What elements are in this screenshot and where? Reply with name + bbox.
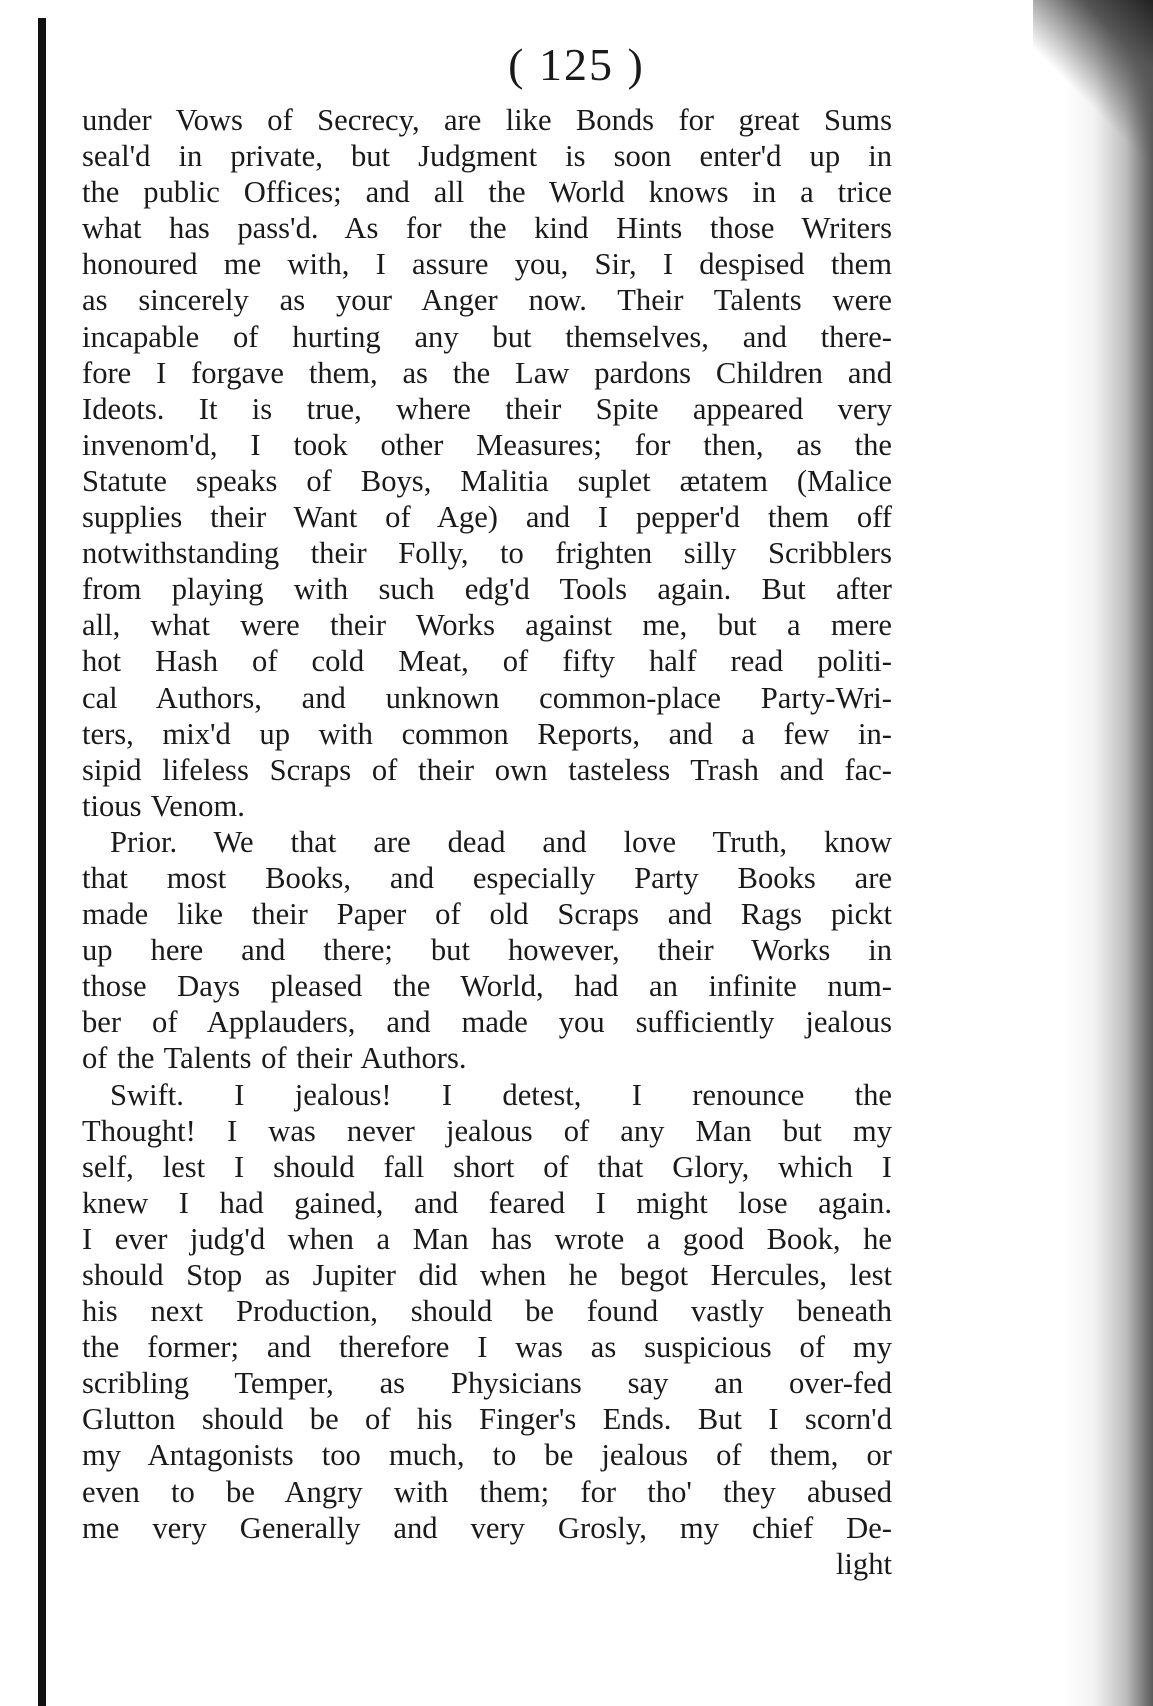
- text-line: I ever judg'd when a Man has wrote a good Book, he: [82, 1221, 892, 1256]
- text-line: honoured me with, I assure you, Sir, I despised them: [82, 247, 892, 282]
- text-line: supplies their Want of Age) and I pepper'd them off: [82, 500, 892, 535]
- binding-shadow: [38, 18, 46, 1706]
- text-line: knew I had gained, and feared I might lose again.: [82, 1185, 892, 1220]
- text-line: scribling Temper, as Physicians say an over-fed: [82, 1366, 892, 1401]
- text-line: the former; and therefore I was as suspicious of my: [82, 1330, 892, 1365]
- text-line: fore I forgave them, as the Law pardons Children and: [82, 355, 892, 390]
- text-line: Glutton should be of his Finger's Ends. But I scorn'd: [82, 1402, 892, 1437]
- text-line: self, lest I should fall short of that Glory, which I: [82, 1149, 892, 1184]
- text-line: all, what were their Works against me, but a mere: [82, 608, 892, 643]
- text-line: cal Authors, and unknown common-place Party-Wri-: [82, 680, 892, 715]
- text-line: invenom'd, I took other Measures; for then, as the: [82, 427, 892, 462]
- text-line: his next Production, should be found vastly beneath: [82, 1294, 892, 1329]
- text-line: Prior. We that are dead and love Truth, know: [110, 824, 892, 859]
- text-line: made like their Paper of old Scraps and Rags pickt: [82, 897, 892, 932]
- text-line: notwithstanding their Folly, to frighten silly Scribblers: [82, 536, 892, 571]
- text-line: incapable of hurting any but themselves, and there-: [82, 319, 892, 354]
- text-line: under Vows of Secrecy, are like Bonds for great Sums: [82, 103, 892, 137]
- text-line: seal'd in private, but Judgment is soon enter'd up in: [82, 139, 892, 174]
- text-line: ber of Applauders, and made you sufficiently jealous: [82, 1005, 892, 1040]
- text-line: those Days pleased the World, had an infinite num-: [82, 969, 892, 1004]
- text-line: sipid lifeless Scraps of their own tasteless Trash and fac-: [82, 752, 892, 787]
- page-body-text: [82, 102, 892, 1582]
- text-line: hot Hash of cold Meat, of fifty half read politi-: [82, 644, 892, 679]
- text-line: that most Books, and especially Party Books are: [82, 860, 892, 895]
- text-line: the public Offices; and all the World knows in a trice: [82, 175, 892, 210]
- text-line: Statute speaks of Boys, Malitia suplet ætatem (Malice: [82, 463, 892, 498]
- text-line: Thought! I was never jealous of any Man but my: [82, 1113, 892, 1148]
- text-line: tious Venom.: [82, 788, 245, 823]
- catchword: light: [835, 1546, 892, 1581]
- page-number: ( 125 ): [508, 39, 645, 90]
- text-line: even to be Angry with them; for tho' they abused: [82, 1474, 892, 1509]
- text-line: as sincerely as your Anger now. Their Talents were: [82, 283, 892, 318]
- text-line: Ideots. It is true, where their Spite appeared very: [82, 391, 892, 426]
- text-line: my Antagonists too much, to be jealous of them, or: [82, 1438, 892, 1473]
- text-line: up here and there; but however, their Works in: [82, 933, 892, 968]
- text-line: ters, mix'd up with common Reports, and a few in-: [82, 716, 892, 751]
- page-edge-shadow: [1063, 0, 1153, 1706]
- text-line: should Stop as Jupiter did when he begot Hercules, lest: [82, 1258, 892, 1292]
- text-line: of the Talents of their Authors.: [82, 1041, 467, 1076]
- text-line: me very Generally and very Grosly, my chief De-: [82, 1510, 892, 1545]
- text-line: from playing with such edg'd Tools again. But after: [82, 572, 892, 607]
- text-line: what has pass'd. As for the kind Hints those Writers: [82, 211, 892, 246]
- text-line: Swift. I jealous! I detest, I renounce the: [110, 1077, 892, 1112]
